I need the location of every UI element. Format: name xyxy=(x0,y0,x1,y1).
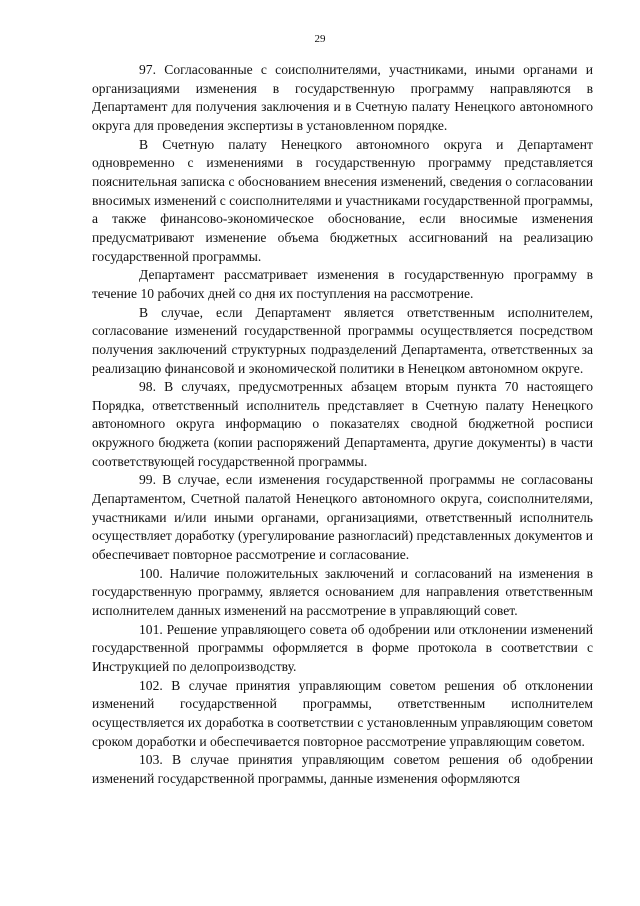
paragraph: 102. В случае принятия управляющим советом решения об отклонении изменений государственной программы, ответственным исполнителем осуществляется их доработка в соответствии с установленным управляющим советом сроком доработки и обеспечивается повторное рассмотрение управляющим советом. xyxy=(92,677,593,749)
paragraph: В Счетную палату Ненецкого автономного округа и Департамент одновременно с изменениями в государственную программу представляется пояснительная записка с обоснованием внесения изменений, сведения о согласовании вносимых изменений с соисполнителями и участниками государственной программы, а также финансово-экономическое обоснование, если вносимые изменения предусматривают изменение объема бюджетных ассигнований на реализацию государственной программы. xyxy=(92,136,593,264)
paragraph: 101. Решение управляющего совета об одобрении или отклонении изменений государственной программы оформляется в форме протокола в соответствии с Инструкцией по делопроизводству. xyxy=(92,621,593,674)
paragraph: 97. Согласованные с соисполнителями, участниками, иными органами и организациями изменения в государственную программу направляются в Департамент для получения заключения и в Счетную палату Ненецкого автономного округа для проведения экспертизы в установленном порядке. xyxy=(92,62,593,133)
paragraph: В случае, если Департамент является ответственным исполнителем, согласование изменений государственной программы осуществляется посредством получения заключений структурных подразделений Департамента, ответственных за реализацию финансовой и экономической политики в Ненецком автономном округе. xyxy=(92,304,593,376)
page-number: 29 xyxy=(314,33,326,45)
document-body xyxy=(92,61,593,789)
paragraph: 99. В случае, если изменения государственной программы не согласованы Департаментом, Счетной палатой Ненецкого автономного округа, соисполнителями, участниками и/или иными органами, организациями, ответственный исполнитель осуществляет доработку (урегулирование разногласий) представленных документов и обеспечивает повторное рассмотрение и согласование. xyxy=(92,472,593,563)
paragraph: 103. В случае принятия управляющим советом решения об одобрении изменений государственной программы, данные изменения оформляются xyxy=(92,752,593,786)
paragraph: Департамент рассматривает изменения в государственную программу в течение 10 рабочих дней со дня их поступления на рассмотрение. xyxy=(92,267,593,301)
paragraph: 98. В случаях, предусмотренных абзацем вторым пункта 70 настоящего Порядка, ответственный исполнитель представляет в Счетную палату Ненецкого автономного округа информацию о показателях сводной бюджетной росписи окружного бюджета (копии распоряжений Департамента, другие документы) в части соответствующей государственной программы. xyxy=(92,379,593,469)
paragraph: 100. Наличие положительных заключений и согласований на изменения в государственную программу, является основанием для направления ответственным исполнителем данных изменений на рассмотрение в управляющий совет. xyxy=(92,565,593,619)
